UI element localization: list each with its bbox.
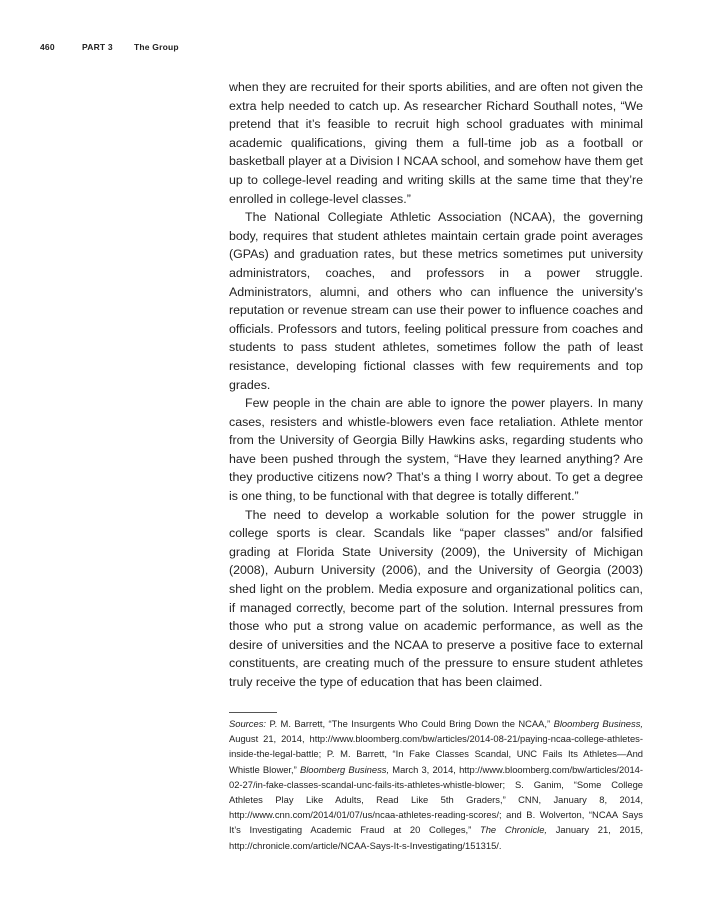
paragraph: Few people in the chain are able to ignore the power players. In many cases, resisters and whistle-blowers even face retaliation. Athlete mentor from the University of Georgia Billy Hawkins asks, regarding students who have been pushed through the system, “Have they learned anything? Are they productive citizens now? That’s a thing I worry about. To get a degree is one thing, to be functional with that degree is totally different.” bbox=[229, 396, 643, 504]
sources-text-1: P. M. Barrett, “The Insurgents Who Could Bring Down the NCAA,” bbox=[266, 718, 554, 729]
sources-text-2: August 21, 2014, http://www.bloomberg.com/bw/articles/2014-08-21/paying-ncaa-college-athletes-inside-the-legal-battle; P. M. Barrett, “In Fake Classes Scandal, UNC Fails Its Athletes—And Whistle Blower,” bbox=[229, 733, 643, 775]
sources-text-4: January 21, 2015, http://chronicle.com/article/NCAA-Says-It-s-Investigating/151315/. bbox=[229, 824, 644, 851]
section-title: The Group bbox=[134, 42, 179, 52]
paragraph: The National Collegiate Athletic Association (NCAA), the governing body, requires that student athletes maintain certain grade point averages (GPAs) and graduation rates, but these metrics sometimes put university administrators, coaches, and professors in a power struggle. Administrators, alumni, and others who can influence the university’s reputation or revenue stream can use their power to influence coaches and officials. Professors and tutors, feeling political pressure from coaches and students to pass student athletes, sometimes follow the path of least resistance, developing fictional classes with few requirements and top grades. bbox=[229, 210, 643, 392]
footnote-rule bbox=[229, 712, 277, 713]
publication-name: Bloomberg Business, bbox=[553, 718, 643, 729]
sources-note bbox=[229, 716, 643, 853]
part-label: PART 3 bbox=[82, 42, 113, 52]
paragraph: The need to develop a workable solution for the power struggle in college sports is clear. Scandals like “paper classes” and/or falsified grading at Florida State University (2009), the University of Michigan (2008), Auburn University (2006), and the University of Georgia (2003) shed light on the problem. Media exposure and organizational politics can, if managed correctly, become part of the solution. Internal pressures from those who put a strong value on academic performance, as well as the desire of universities and the NCAA to preserve a positive face to external constituents, are creating much of the pressure to ensure student athletes truly receive the type of education that has been claimed. bbox=[229, 507, 643, 689]
sources-text-3: March 3, 2014, http://www.bloomberg.com/bw/articles/2014-02-27/in-fake-classes-scandal-unc-fails-its-athletes-whistle-blower; S. Ganim, “Some College Athletes Play Like Adults, Read Like 5th Graders,” CNN, January 8, 2014, http://www.cnn.com/2014/01/07/us/ncaa-athletes-reading-scores/; and B. Wolverton, “NCAA Says It’s Investigating Academic Fraud at 20 Colleges,” bbox=[229, 763, 644, 836]
publication-name: Bloomberg Business, bbox=[299, 763, 390, 775]
running-head bbox=[40, 40, 179, 54]
body-text bbox=[229, 78, 643, 692]
paragraph: when they are recruited for their sports abilities, and are often not given the extra help needed to catch up. As researcher Richard Southall notes, “We pretend that it’s feasible to recruit high school graduates with minimal academic qualifications, giving them a full-time job as a football or basketball player at a Division I NCAA school, and somehow have them get up to college-level reading and writing skills at the same time that they’re enrolled in college-level classes.” bbox=[229, 80, 643, 206]
sources-label: Sources: bbox=[229, 718, 266, 729]
publication-name: The Chronicle, bbox=[479, 824, 548, 836]
page-number: 460 bbox=[40, 42, 55, 52]
